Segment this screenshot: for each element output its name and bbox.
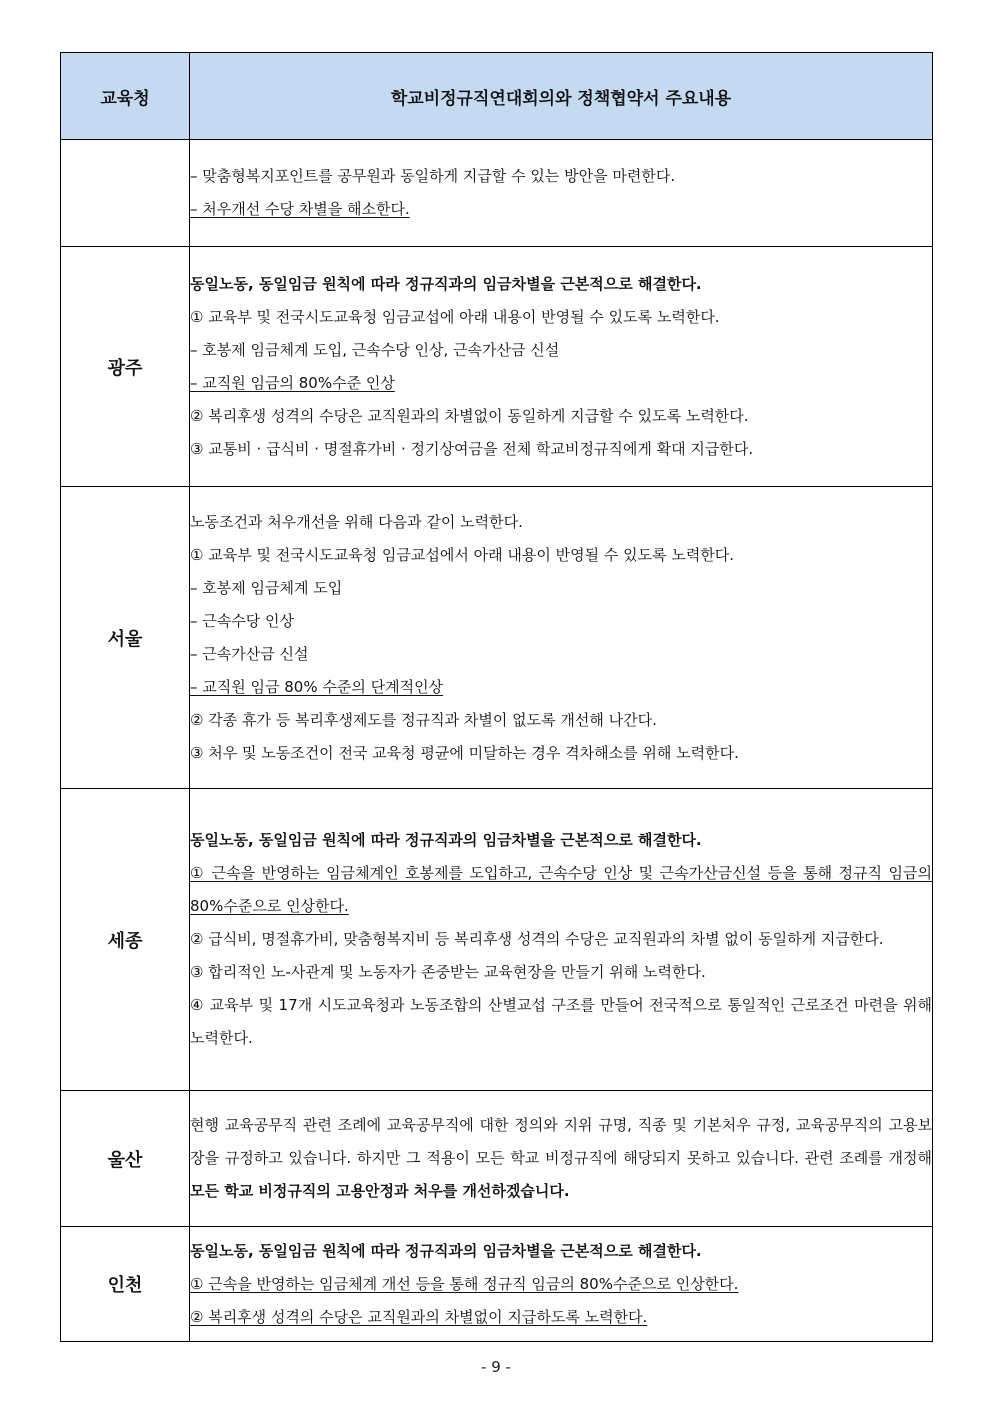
region-cell: 인천	[61, 1227, 190, 1342]
content-text: 현행 교육공무직 관련 조례에 교육공무직에 대한 정의와 지위 규명, 직종 및 기본처우 규정, 교육공무직의 고용보장을 규정하고 있습니다. 하지만 그 적용이 모든 학교 비정규직에 해당되지 못하고 있습니다. 관련 조례를 개정해	[190, 1116, 932, 1167]
content-cell	[190, 1227, 933, 1342]
content-line: – 근속가산금 신설	[190, 644, 309, 663]
content-line: ① 교육부 및 전국시도교육청 임금교섭에서 아래 내용이 반영될 수 있도록 노력한다.	[190, 545, 735, 564]
content-line: – 호봉제 임금체계 도입, 근속수당 인상, 근속가산금 신설	[190, 340, 560, 359]
content-cell	[190, 1091, 933, 1227]
region-cell: 서울	[61, 487, 190, 789]
content-text-emphasis: 모든 학교 비정규직의 고용안정과 처우를 개선하겠습니다.	[190, 1182, 570, 1200]
content-cell	[190, 247, 933, 487]
region-cell: 광주	[61, 247, 190, 487]
content-line: – 근속수당 인상	[190, 611, 294, 630]
content-line: ② 각종 휴가 등 복리후생제도를 정규직과 차별이 없도록 개선해 나간다.	[190, 710, 657, 729]
region-cell: 울산	[61, 1091, 190, 1227]
content-line: – 호봉제 임금체계 도입	[190, 578, 343, 597]
content-paragraph	[190, 1109, 932, 1208]
content-line: – 교직원 임금 80% 수준의 단계적인상	[190, 677, 444, 696]
content-line: ① 교육부 및 전국시도교육청 임금교섭에 아래 내용이 반영될 수 있도록 노력한다.	[190, 307, 720, 326]
content-line: – 맞춤형복지포인트를 공무원과 동일하게 지급할 수 있는 방안을 마련한다.	[190, 167, 676, 185]
content-line: ③ 처우 및 노동조건이 전국 교육청 평균에 미달하는 경우 격차해소를 위해 노력한다.	[190, 743, 739, 762]
table-row	[61, 1091, 933, 1227]
region-cell: 세종	[61, 789, 190, 1091]
content-line: ④ 교육부 및 17개 시도교육청과 노동조합의 산별교섭 구조를 만들어 전국적으로 통일적인 근로조건 마련을 위해 노력한다.	[190, 996, 932, 1047]
content-line: 노동조건과 처우개선을 위해 다음과 같이 노력한다.	[190, 512, 523, 531]
table-row	[61, 487, 933, 789]
content-line: ② 복리후생 성격의 수당은 교직원과의 차별없이 동일하게 지급할 수 있도록 노력한다.	[190, 406, 749, 425]
content-line: – 교직원 임금의 80%수준 인상	[190, 373, 395, 392]
table-row	[61, 789, 933, 1091]
content-line: ② 복리후생 성격의 수당은 교직원과의 차별없이 지급하도록 노력한다.	[190, 1307, 648, 1326]
table-row	[61, 1227, 933, 1342]
content-line: ③ 교통비 · 급식비 · 명절휴가비 · 정기상여금을 전체 학교비정규직에게 확대 지급한다.	[190, 439, 754, 458]
content-line: ① 근속을 반영하는 임금체계인 호봉제를 도입하고, 근속수당 인상 및 근속가산금신설 등을 통해 정규직 임금의 80%수준으로 인상한다.	[190, 864, 932, 915]
header-education-office: 교육청	[61, 53, 190, 140]
table-header-row	[61, 53, 933, 140]
table-row	[61, 140, 933, 247]
content-cell	[190, 789, 933, 1091]
page-number: - 9 -	[481, 1358, 511, 1376]
content-line: ③ 합리적인 노-사관계 및 노동자가 존중받는 교육현장을 만들기 위해 노력한다.	[190, 963, 706, 981]
content-line: ① 근속을 반영하는 임금체계 개선 등을 통해 정규직 임금의 80%수준으로 인상한다.	[190, 1274, 739, 1293]
header-agreement-content: 학교비정규직연대회의와 정책협약서 주요내용	[190, 53, 933, 140]
content-line: 동일노동, 동일임금 원칙에 따라 정규직과의 임금차별을 근본적으로 해결한다.	[190, 1241, 702, 1260]
content-cell	[190, 487, 933, 789]
region-cell	[61, 140, 190, 247]
content-cell	[190, 140, 933, 247]
policy-table	[60, 52, 933, 1342]
table-row	[61, 247, 933, 487]
content-line: 동일노동, 동일임금 원칙에 따라 정규직과의 임금차별을 근본적으로 해결한다.	[190, 274, 702, 293]
content-line: 동일노동, 동일임금 원칙에 따라 정규직과의 임금차별을 근본적으로 해결한다.	[190, 831, 702, 849]
content-line: – 처우개선 수당 차별을 해소한다.	[190, 200, 410, 218]
content-line: ② 급식비, 명절휴가비, 맞춤형복지비 등 복리후생 성격의 수당은 교직원과의 차별 없이 동일하게 지급한다.	[190, 930, 884, 948]
